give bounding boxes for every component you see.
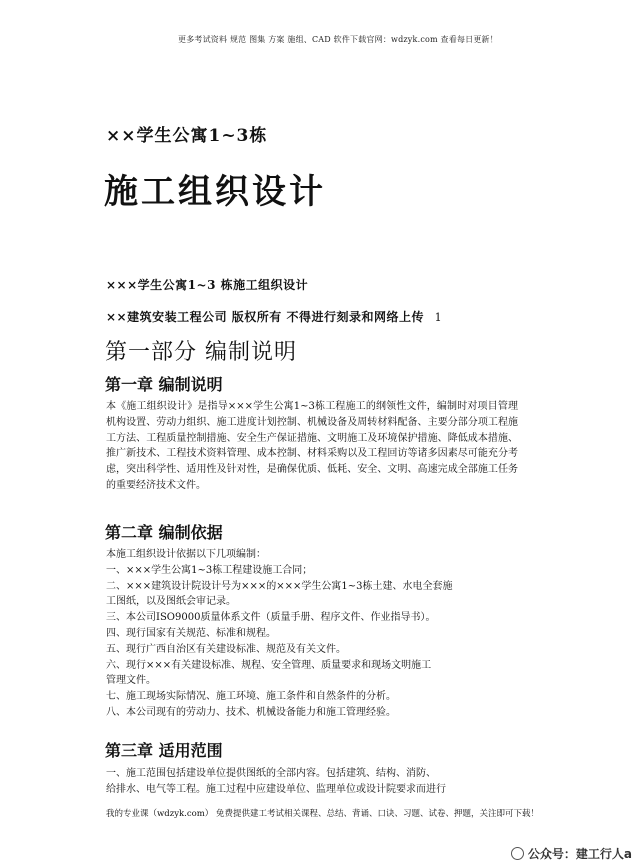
chapter-3-title: 第三章 适用范围 [105,741,223,760]
list-item: 八、本公司现有的劳动力、技术、机械设备能力和施工管理经验。 [106,706,396,718]
part-heading: 第一部分 编制说明 [105,340,297,365]
list-item: 四、现行国家有关规范、标准和规程。 [106,627,276,639]
list-item: 二、×××建筑设计院设计号为×××的×××学生公寓1~3栋土建、水电全套施 [106,580,453,592]
watermark-text: 公众号：建工行人a [527,847,632,861]
watermark [511,845,632,862]
copyright-text: ××建筑安装工程公司 版权所有 不得进行刻录和网络上传 [106,310,424,324]
footer-note: 我的专业课（wdzyk.com） 免费提供建工考试相关课程、总结、背诵、口诀、习题、试卷、押题，关注即可下载！ [106,809,539,819]
list-item: 管理文件。 [106,675,156,687]
list-item: 五、现行广西自治区有关建设标准、规范及有关文件。 [106,643,346,655]
doc-title-line: ×××学生公寓1~3 栋施工组织设计 [106,278,309,292]
list-item: 本施工组织设计依据以下几项编制： [106,549,266,560]
chapter-1-title: 第一章 编制说明 [105,375,223,394]
copyright-line [106,308,442,325]
list-item: 三、本公司ISO9000质量体系文件（质量手册、程序文件、作业指导书）。 [106,612,436,624]
header-note: 更多考试资料 规范 图集 方案 施组、CAD 软件下载官网：wdzyk.com 查看每日更新！ [178,35,498,44]
chapter-3-body [106,766,446,798]
page-number: 1 [434,311,443,324]
project-subtitle: ××学生公寓1~3栋 [106,126,268,146]
list-item: 六、现行×××有关建设标准、规程、安全管理、质量要求和现场文明施工 [106,659,432,671]
list-item: 七、施工现场实际情况、施工环境、施工条件和自然条件的分析。 [106,691,396,703]
list-item: 工图纸，以及图纸会审记录。 [106,596,236,608]
wechat-icon [511,847,524,860]
chapter-1-body: 本《施工组织设计》是指导×××学生公寓1~3栋工程施工的纲领性文件，编制时对项目管理机构设置、劳动力组织、施工进度计划控制、机械设备及周转材料配备、主要分部分项工程施工方法、工程质量控制措施、安全生产保证措施、文明施工及环境保护措施、降低成本措施、推广新技术、工程技术资料管理、成本控制、材料采购以及工程回访等诸多因素尽可能充分考虑，突出科学性、适用性及针对性，是确保优质、低耗、安全、文明、高速完成全部施工任务的重要经济技术文件。 [106,401,518,491]
chapter-2-list [106,547,453,721]
body-line: 一、施工范围包括建设单位提供图纸的全部内容。包括建筑、结构、消防、 [106,768,436,779]
body-line: 给排水、电气等工程。施工过程中应建设单位、监理单位或设计院要求而进行 [106,783,446,795]
chapter-2-title: 第二章 编制依据 [105,523,223,542]
main-title: 施工组织设计 [104,172,326,212]
list-item: 一、×××学生公寓1~3栋工程建设施工合同； [106,564,313,576]
